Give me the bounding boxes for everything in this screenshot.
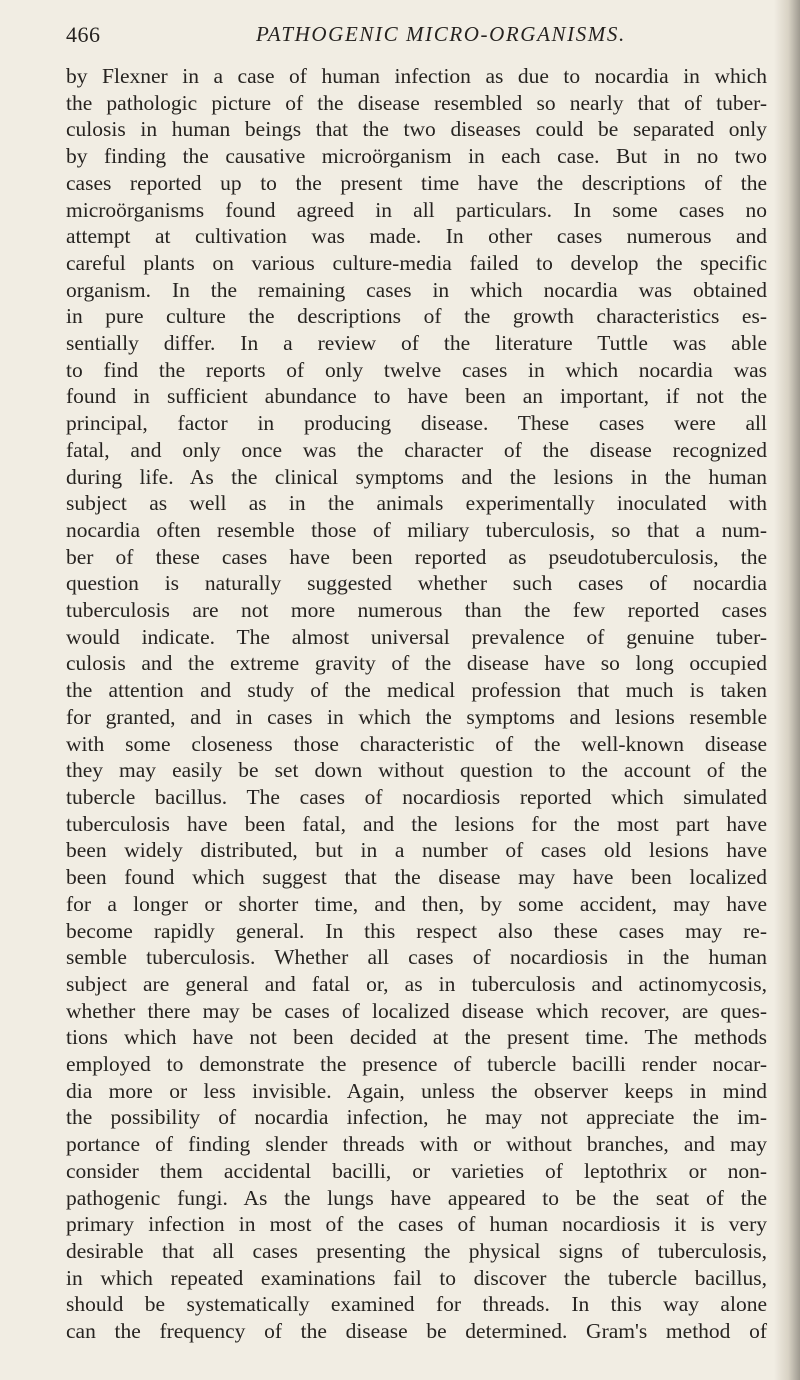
text-line: in which repeated examinations fail to discover the tubercle bacillus, xyxy=(66,1265,767,1290)
page-number: 466 xyxy=(66,22,101,47)
text-line: would indicate. The almost universal prevalence of genuine tuber- xyxy=(66,624,767,649)
text-line: semble tuberculosis. Whether all cases of nocardiosis in the human xyxy=(66,945,767,970)
text-line: principal, factor in producing disease. These cases were all xyxy=(66,411,767,436)
text-line: the possibility of nocardia infection, he may not appreciate the im- xyxy=(66,1105,767,1130)
text-line: nocardia often resemble those of miliary tuberculosis, so that a num- xyxy=(66,517,767,542)
text-line: tubercle bacillus. The cases of nocardiosis reported which simulated xyxy=(66,784,767,809)
text-line: the pathologic picture of the disease resembled so nearly that of tuber- xyxy=(66,90,767,115)
text-line: with some closeness those characteristic of the well-known disease xyxy=(66,731,767,756)
text-line: consider them accidental bacilli, or varieties of leptothrix or non- xyxy=(66,1158,767,1183)
text-line: attempt at cultivation was made. In other cases numerous and xyxy=(66,224,767,249)
text-line: tuberculosis have been fatal, and the lesions for the most part have xyxy=(66,811,767,836)
text-line: the attention and study of the medical profession that much is taken xyxy=(66,678,767,703)
text-line: cases reported up to the present time have the descriptions of the xyxy=(66,170,767,195)
text-line: tuberculosis are not more numerous than the few reported cases xyxy=(66,598,767,623)
text-line: pathogenic fungi. As the lungs have appeared to be the seat of the xyxy=(66,1185,767,1210)
text-line: subject as well as in the animals experimentally inoculated with xyxy=(66,491,767,516)
text-line: ber of these cases have been reported as pseudotuberculosis, the xyxy=(66,544,767,569)
text-line: for granted, and in cases in which the symptoms and lesions resemble xyxy=(66,704,767,729)
page-header xyxy=(66,22,766,52)
text-line: whether there may be cases of localized disease which recover, are ques- xyxy=(66,998,767,1023)
text-line: employed to demonstrate the presence of tubercle bacilli render nocar- xyxy=(66,1052,767,1077)
text-line: careful plants on various culture-media failed to develop the specific xyxy=(66,250,767,275)
text-line: can the frequency of the disease be determined. Gram's method of xyxy=(66,1319,767,1344)
text-line: during life. As the clinical symptoms and the lesions in the human xyxy=(66,464,767,489)
text-line: microörganisms found agreed in all particulars. In some cases no xyxy=(66,197,767,222)
text-line: dia more or less invisible. Again, unless the observer keeps in mind xyxy=(66,1078,767,1103)
text-line: tions which have not been decided at the present time. The methods xyxy=(66,1025,767,1050)
text-line: by finding the causative microörganism in each case. But in no two xyxy=(66,144,767,169)
text-line: question is naturally suggested whether such cases of nocardia xyxy=(66,571,767,596)
text-line: to find the reports of only twelve cases in which nocardia was xyxy=(66,357,767,382)
running-head: PATHOGENIC MICRO-ORGANISMS. xyxy=(256,22,626,46)
text-line: become rapidly general. In this respect also these cases may re- xyxy=(66,918,767,943)
text-line: they may easily be set down without question to the account of the xyxy=(66,758,767,783)
text-line: for a longer or shorter time, and then, by some accident, may have xyxy=(66,891,767,916)
text-line: should be systematically examined for threads. In this way alone xyxy=(66,1292,767,1317)
text-line: organism. In the remaining cases in which nocardia was obtained xyxy=(66,277,767,302)
text-line: subject are general and fatal or, as in tuberculosis and actinomycosis, xyxy=(66,971,767,996)
page-edge-shadow xyxy=(774,0,800,1380)
text-line: sentially differ. In a review of the literature Tuttle was able xyxy=(66,331,767,356)
text-line: primary infection in most of the cases of human nocardiosis it is very xyxy=(66,1212,767,1237)
text-line: in pure culture the descriptions of the growth characteristics es- xyxy=(66,304,767,329)
text-line: culosis in human beings that the two diseases could be separated only xyxy=(66,117,767,142)
text-line: by Flexner in a case of human infection as due to nocardia in which xyxy=(66,64,767,88)
text-line: culosis and the extreme gravity of the disease have so long occupied xyxy=(66,651,767,676)
text-line: fatal, and only once was the character of the disease recognized xyxy=(66,437,767,462)
text-line: been widely distributed, but in a number of cases old lesions have xyxy=(66,838,767,863)
text-line: found in sufficient abundance to have been an important, if not the xyxy=(66,384,767,409)
text-line: portance of finding slender threads with or without branches, and may xyxy=(66,1132,767,1157)
text-line: desirable that all cases presenting the physical signs of tuberculosis, xyxy=(66,1238,767,1263)
body-paragraph xyxy=(66,63,767,1345)
text-line: been found which suggest that the disease may have been localized xyxy=(66,865,767,890)
